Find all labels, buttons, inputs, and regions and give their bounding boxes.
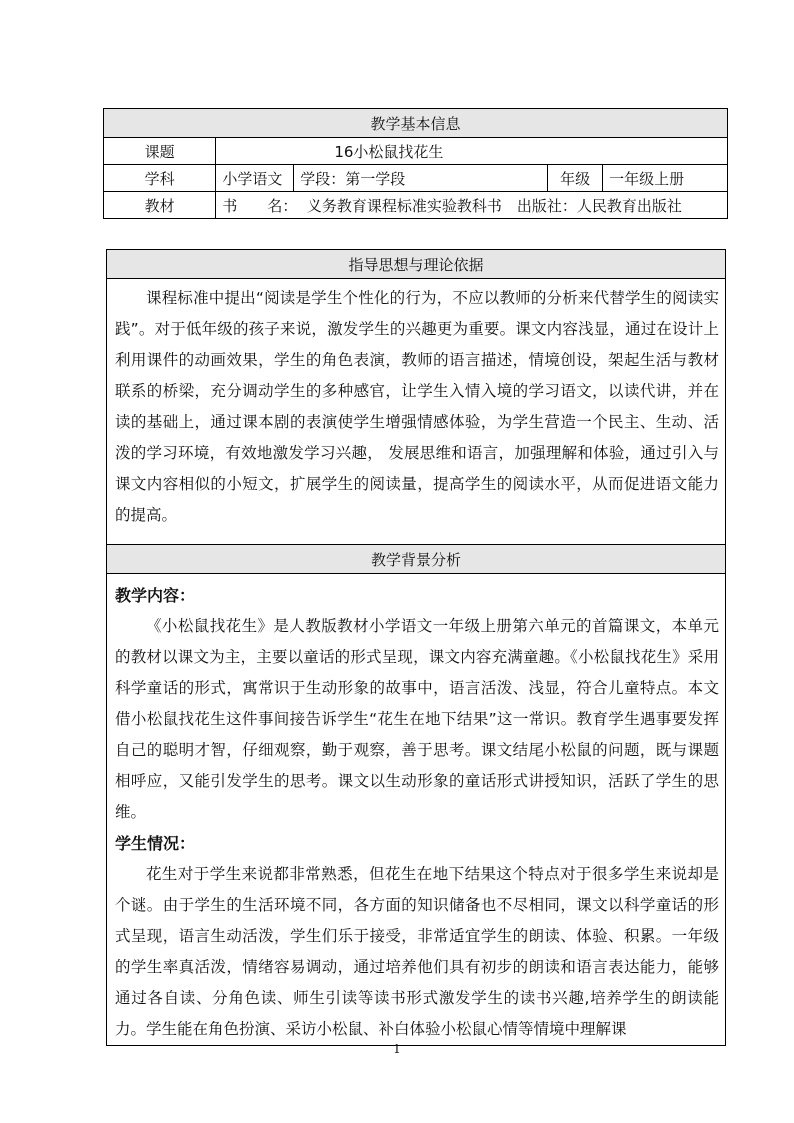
- page-number: 1: [393, 1042, 401, 1056]
- teaching-background-table: [106, 544, 726, 1046]
- grade-value: 一年级上册: [603, 165, 728, 192]
- material-label: 教材: [104, 192, 216, 219]
- info-table-title: 教学基本信息: [104, 109, 728, 138]
- lesson-label: 课题: [104, 138, 216, 165]
- material-book: 书 名： 义务教育课程标准实验教科书 出版社：人民教育出版社: [216, 192, 728, 219]
- subject-label: 学科: [104, 165, 216, 192]
- guiding-ideas-table: [106, 249, 726, 549]
- stage-value: 学段：第一学段: [294, 165, 548, 192]
- subject-value: 小学语文: [216, 165, 294, 192]
- basic-info-table: [103, 108, 728, 219]
- student-paragraph: 花生对于学生来说都非常熟悉，但花生在地下结果这个特点对于很多学生来说却是个谜。由于学生的生活环境不同，各方面的知识储备也不尽相同，课文以科学童话的形式呈现，语言生动活泼，学生们乐于接受，非常适宜学生的朗读、体验、积累。一年级的学生率真活泼，情绪容易调动，通过培养他们具有初步的朗读和语言表达能力，能够通过各自读、分角色读、师生引读等读书形式激发学生的读书兴趣,培养学生的朗读能力。学生能在角色扮演、采访小松鼠、补白体验小松鼠心情等情境中理解课: [115, 865, 719, 1038]
- content-heading: 教学内容：: [115, 586, 196, 605]
- grade-label: 年级: [548, 165, 603, 192]
- student-heading: 学生情况：: [115, 834, 196, 853]
- content-paragraph: 《小松鼠找花生》是人教版教材小学语文一年级上册第六单元的首篇课文，本单元的教材以课文为主，主要以童话的形式呈现，课文内容充满童趣。《小松鼠找花生》采用科学童话的形式，寓常识于生动形象的故事中，语言活泼、浅显，符合儿童特点。本文借小松鼠找花生这件事间接告诉学生“花生在地下结果”这一常识。教育学生遇事要发挥自己的聪明才智，仔细观察，勤于观察，善于思考。课文结尾小松鼠的问题，既与课题相呼应，又能引发学生的思考。课文以生动形象的童话形式讲授知识，活跃了学生的思维。: [115, 617, 719, 821]
- background-title: 教学背景分析: [107, 545, 726, 574]
- lesson-value: 16小松鼠找花生: [216, 138, 728, 165]
- guide-paragraph: 课程标准中提出“阅读是学生个性化的行为，不应以教师的分析来代替学生的阅读实践”。对于低年级的孩子来说，激发学生的兴趣更为重要。课文内容浅显，通过在设计上利用课件的动画效果，学生的角色表演，教师的语言描述，情境创设，架起生活与教材联系的桥梁，充分调动学生的多种感官，让学生入情入境的学习语文，以读代讲，并在读的基础上，通过课本剧的表演使学生增强情感体验，为学生营造一个民主、生动、活泼的学习环境，有效地激发学习兴趣， 发展思维和语言，加强理解和体验，通过引入与课文内容相似的小短文，扩展学生的阅读量，提高学生的阅读水平，从而促进语文能力的提高。: [115, 289, 719, 524]
- guide-title: 指导思想与理论依据: [107, 250, 726, 279]
